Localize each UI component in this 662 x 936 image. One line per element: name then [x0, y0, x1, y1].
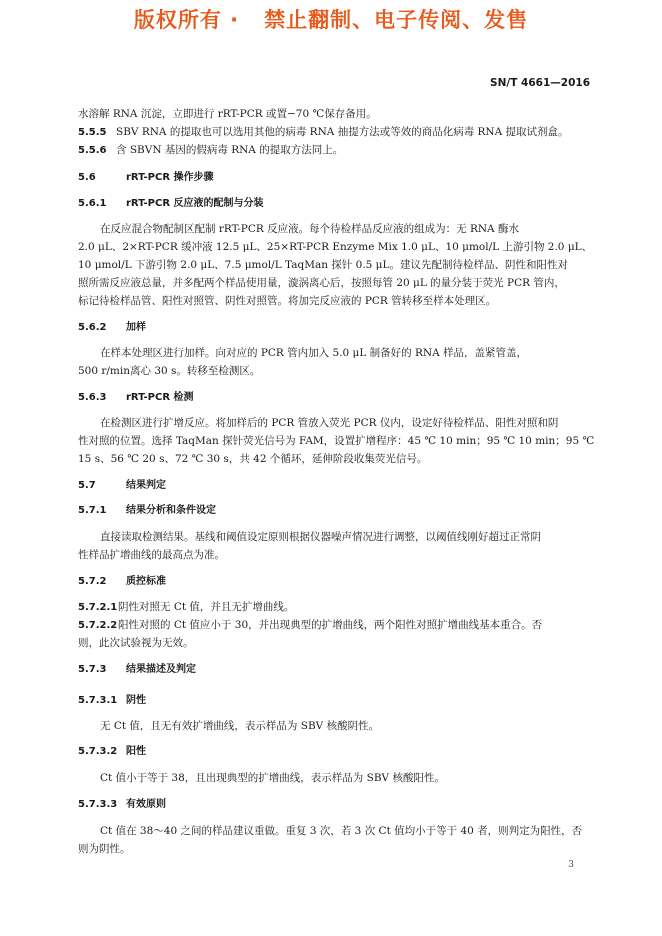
paragraph-line: 2.0 μL、2×RT-PCR 缓冲液 12.5 μL、25×RT-PCR Enzyme Mix 1.0 μL、10 μmol/L 上游引物 2.0 μL、: [78, 241, 593, 253]
clause-number: 5.7.2.2: [78, 620, 118, 631]
heading-text: 结果判定: [126, 480, 166, 491]
heading-number: 5.7.3.2: [78, 746, 118, 757]
paragraph-line: 标记待检样品管、阳性对照管、阴性对照管。将加完反应液的 PCR 管转移至样本处理区。: [78, 295, 497, 307]
paragraph-line: 10 μmol/L 下游引物 2.0 μL、7.5 μmol/L TaqMan 探针 0.5 μL。建议先配制待检样品、阴性和阳性对: [78, 259, 568, 271]
heading-5-6: [78, 170, 214, 186]
heading-text: 阴性: [126, 695, 146, 706]
heading-5-7-3: [78, 662, 196, 678]
heading-5-7-2: [78, 574, 166, 590]
heading-number: 5.7: [78, 480, 96, 491]
heading-5-7-1: [78, 503, 216, 519]
clause-text: SBV RNA 的提取也可以选用其他的病毒 RNA 抽提方法或等效的商品化病毒 RNA 提取试剂盒。: [116, 126, 569, 138]
clause-5-5-5: [78, 124, 569, 141]
clause-5-7-2-1: [78, 599, 294, 616]
heading-5-7-3-2: [78, 744, 146, 760]
heading-text: 结果描述及判定: [126, 664, 196, 675]
heading-text: 结果分析和条件设定: [126, 505, 216, 516]
heading-text: 质控标准: [126, 576, 166, 587]
clause-5-7-2-2: [78, 617, 542, 634]
heading-number: 5.7.1: [78, 505, 107, 516]
clause-text: 含 SBVN 基因的假病毒 RNA 的提取方法同上。: [116, 144, 344, 156]
clause-number: 5.7.2.1: [78, 602, 118, 613]
heading-number: 5.6.3: [78, 392, 107, 403]
heading-number: 5.7.3.1: [78, 695, 118, 706]
paragraph-line: 性样品扩增曲线的最高点为准。: [78, 549, 225, 561]
paragraph-line: 水溶解 RNA 沉淀，立即进行 rRT-PCR 或置−70 ℃保存备用。: [78, 108, 377, 120]
paragraph-line: 在反应混合物配制区配制 rRT-PCR 反应液。每个待检样品反应液的组成为：无 RNA 酶水: [100, 223, 519, 235]
heading-5-6-1: [78, 196, 264, 212]
heading-5-6-3: [78, 390, 194, 406]
clause-5-5-6: [78, 142, 343, 159]
standard-code: SN/T 4661—2016: [490, 77, 590, 89]
heading-number: 5.7.2: [78, 576, 107, 587]
heading-text: rRT-PCR 反应液的配制与分装: [126, 198, 264, 209]
heading-5-6-2: [78, 320, 146, 336]
heading-number: 5.7.3.3: [78, 799, 118, 810]
heading-5-7-3-1: [78, 693, 146, 709]
paragraph-line: 直接读取检测结果。基线和阈值设定原则根据仪器噪声情况进行调整，以阈值线刚好超过正常阴: [100, 531, 541, 543]
heading-number: 5.6.1: [78, 198, 107, 209]
heading-text: 阳性: [126, 746, 146, 757]
paragraph-line: 则为阴性。: [78, 843, 131, 855]
paragraph-line: Ct 值在 38～40 之间的样品建议重做。重复 3 次，若 3 次 Ct 值均小于等于 40 者，则判定为阳性，否: [100, 825, 583, 837]
heading-5-7-3-3: [78, 797, 166, 813]
paragraph-line: 500 r/min离心 30 s。转移至检测区。: [78, 365, 261, 377]
clause-number: 5.5.6: [78, 145, 107, 156]
clause-text: 阳性对照的 Ct 值应小于 30，并出现典型的扩增曲线，两个阳性对照扩增曲线基本重合。否: [118, 619, 543, 631]
copyright-watermark: 版权所有 · 禁止翻制、电子传阅、发售: [133, 8, 529, 32]
paragraph-line: 在检测区进行扩增反应。将加样后的 PCR 管放入荧光 PCR 仪内，设定好待检样品、阳性对照和阴: [100, 417, 559, 429]
paragraph-line: 15 s、56 ℃ 20 s、72 ℃ 30 s，共 42 个循环，延伸阶段收集荧光信号。: [78, 453, 428, 465]
clause-number: 5.5.5: [78, 127, 107, 138]
heading-text: rRT-PCR 操作步骤: [126, 172, 214, 183]
clause-text: 阴性对照无 Ct 值，并且无扩增曲线。: [118, 601, 295, 613]
paragraph-line: 照所需反应液总量，并多配两个样品使用量，漩涡离心后，按照每管 20 μL 的量分装于荧光 PCR 管内，: [78, 277, 565, 289]
paragraph-line: Ct 值小于等于 38，且出现典型的扩增曲线，表示样品为 SBV 核酸阳性。: [100, 772, 445, 784]
heading-number: 5.6: [78, 172, 96, 183]
heading-number: 5.6.2: [78, 322, 107, 333]
heading-text: 加样: [126, 322, 146, 333]
heading-text: rRT-PCR 检测: [126, 392, 194, 403]
page-number: 3: [568, 860, 574, 870]
paragraph-line: 则，此次试验视为无效。: [78, 637, 194, 649]
paragraph-line: 性对照的位置。选择 TaqMan 探针荧光信号为 FAM，设置扩增程序：45 ℃ 10 min；95 ℃ 10 min；95 ℃: [78, 435, 595, 447]
heading-text: 有效原则: [126, 799, 166, 810]
paragraph-line: 无 Ct 值，且无有效扩增曲线，表示样品为 SBV 核酸阴性。: [100, 720, 380, 732]
heading-5-7: [78, 478, 166, 494]
paragraph-line: 在样本处理区进行加样。向对应的 PCR 管内加入 5.0 μL 制备好的 RNA 样品，盖紧管盖，: [100, 347, 528, 359]
heading-number: 5.7.3: [78, 664, 107, 675]
